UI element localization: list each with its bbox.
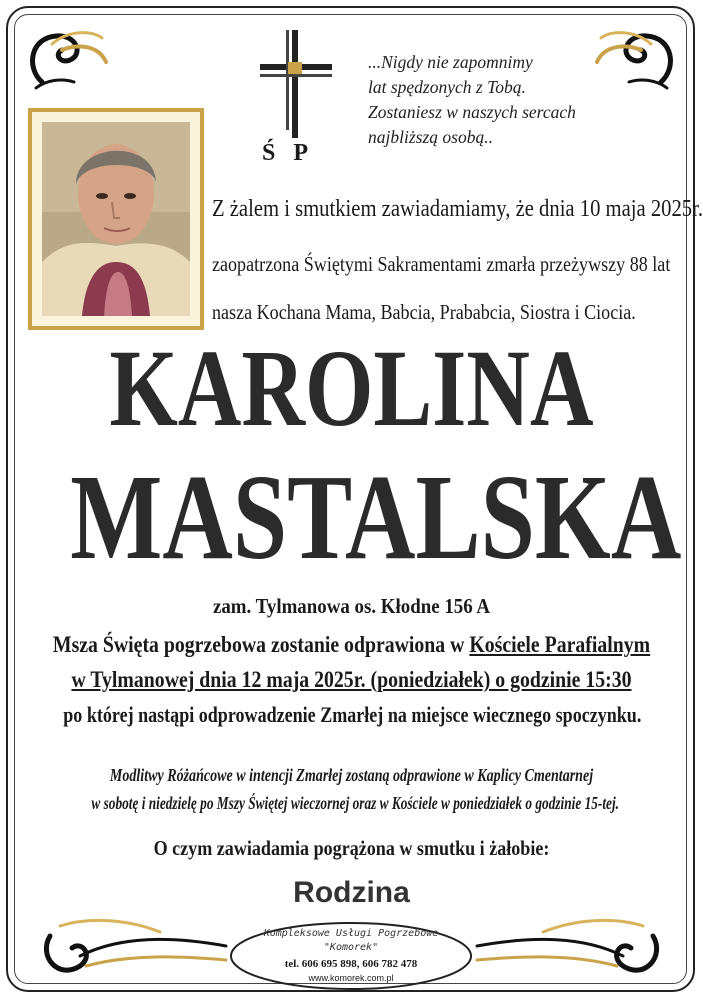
mass-line-3: po której nastąpi odprowadzenie Zmarłej na miejsce wiecznego spoczynku.	[63, 702, 642, 727]
corner-ornament-top-left	[22, 24, 112, 94]
deceased-last-name: MASTALSKA	[70, 450, 682, 585]
quote-line: ...Nigdy nie zapomnimy	[368, 52, 533, 72]
deceased-first-name: KAROLINA	[109, 327, 594, 449]
quote-line: lat spędzonych z Tobą.	[368, 77, 526, 97]
announcement-line: nasza Kochana Mama, Babcia, Prababcia, Siostra i Ciocia.	[212, 300, 636, 324]
announcement-line: Z żalem i smutkiem zawiadamiamy, że dnia 10 maja 2025r.	[212, 196, 703, 222]
funeral-home-phone: tel. 606 695 898, 606 782 478	[284, 958, 418, 970]
memorial-quote	[368, 50, 618, 150]
closing-line: O czym zawiadamia pogrążona w smutku i żałobie:	[153, 836, 550, 860]
announcement-line: zaopatrzona Świętymi Sakramentami zmarła przeżywszy 88 lat	[212, 252, 671, 276]
address: zam. Tylmanowa os. Kłodne 156 A	[212, 594, 491, 618]
signature-family: Rodzina	[293, 876, 410, 909]
portrait-photo	[42, 122, 190, 316]
quote-line: najbliższą osobą..	[368, 127, 493, 147]
mass-line-1	[49, 632, 654, 658]
funeral-home-website: www.komorek.com.pl	[308, 973, 394, 983]
funeral-home-tagline: Kompleksowe Usługi Pogrzebowe	[263, 928, 439, 939]
mass-text: Msza Święta pogrzebowa zostanie odprawiona w	[52, 632, 470, 657]
prayer-line-2: w sobotę i niedzielę po Mszy Świętej wieczornej oraz w Kościele w poniedziałek o godzinie 15-tej.	[91, 793, 619, 813]
mass-line-2: w Tylmanowej dnia 12 maja 2025r. (poniedziałek) o godzinie 15:30	[71, 667, 632, 692]
cross-icon	[258, 28, 334, 140]
funeral-home-name: "Komorek"	[323, 942, 379, 953]
portrait-frame	[28, 108, 204, 330]
initials-sp: Ś P	[262, 140, 315, 166]
quote-line: Zostaniesz w naszych sercach	[368, 102, 576, 122]
church-name: Kościele Parafialnym	[469, 632, 651, 657]
prayer-line-1: Modlitwy Różańcowe w intencji Zmarłej zostaną odprawione w Kaplicy Cmentarnej	[109, 765, 594, 785]
